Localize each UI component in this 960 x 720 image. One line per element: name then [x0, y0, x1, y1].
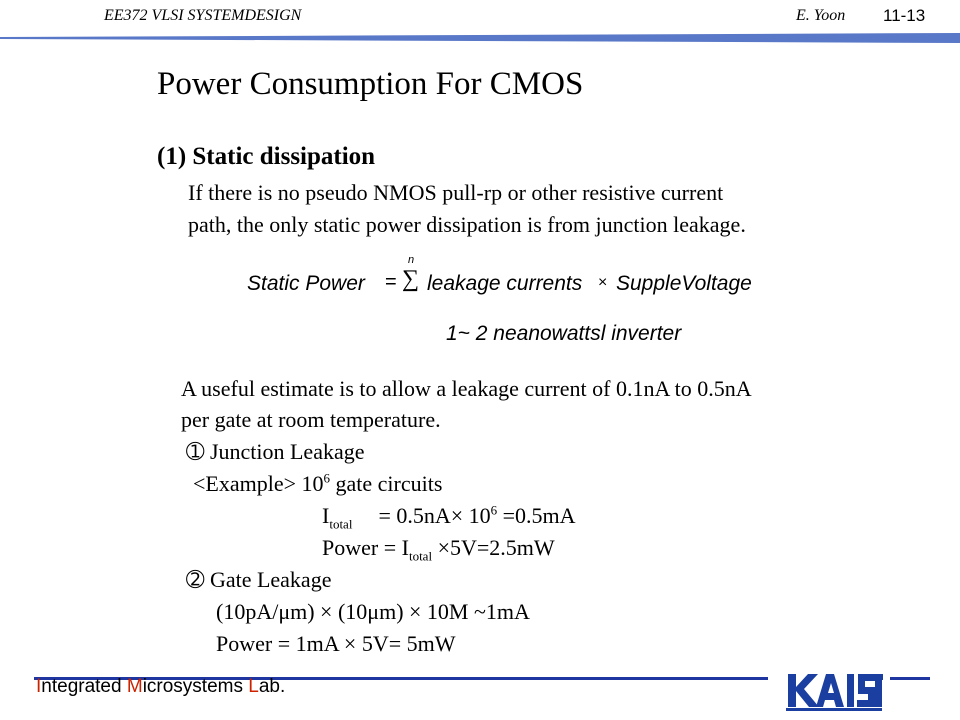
times-sign: × — [598, 274, 608, 291]
junction-power-line: Power = $I_{total} \times 5V=2.5mW$ — [322, 535, 555, 564]
item-marker-2: ➁ — [186, 567, 205, 592]
formula-rhs: SuppleVoltage — [616, 272, 752, 295]
author-name: E. Yoon — [796, 7, 846, 24]
estimate-line: per gate at room temperature. — [181, 407, 441, 432]
slide-title: Power Consumption For CMOS — [157, 66, 584, 102]
paragraph-line: path, the only static power dissipation is from junction leakage. — [188, 212, 746, 237]
example-line: <Example> $10^6$ gate circuits — [193, 470, 443, 496]
header-rule — [0, 30, 960, 46]
kaist-logo — [784, 670, 884, 712]
gate-leakage-item — [186, 565, 331, 595]
page-number: 11-13 — [883, 6, 926, 25]
junction-leakage-label: Junction Leakage — [209, 439, 365, 464]
itotal-line: $I_{total} = 0.5nA\times 10^6 =0.5mA$ — [322, 502, 576, 532]
sum-upper: n — [408, 254, 415, 266]
paragraph-line: If there is no pseudo NMOS pull-rp or other resistive current — [188, 180, 724, 205]
junction-leakage-item — [186, 437, 365, 467]
formula-lhs: Static Power — [247, 272, 365, 295]
section-heading: (1) Static dissipation — [157, 143, 376, 170]
formula-term: leakage currents — [427, 272, 583, 295]
sum-symbol: ∑ — [402, 266, 420, 292]
gate-calc-line: (10pA/μm) × (10μm) × 10M ~1mA — [216, 599, 530, 624]
formula-note: 1~ 2 neanowattsl inverter — [446, 322, 682, 345]
course-title: EE372 VLSI SYSTEMDESIGN — [104, 7, 302, 24]
estimate-line: A useful estimate is to allow a leakage current of 0.1nA to 0.5nA — [181, 376, 752, 401]
item-marker-1: ➀ — [186, 439, 205, 464]
lab-name: Integrated Microsystems Lab. — [36, 676, 286, 697]
equals-sign: = — [385, 271, 397, 293]
gate-power-line: Power = 1mA × 5V= 5mW — [216, 631, 456, 656]
gate-leakage-label: Gate Leakage — [209, 567, 332, 592]
